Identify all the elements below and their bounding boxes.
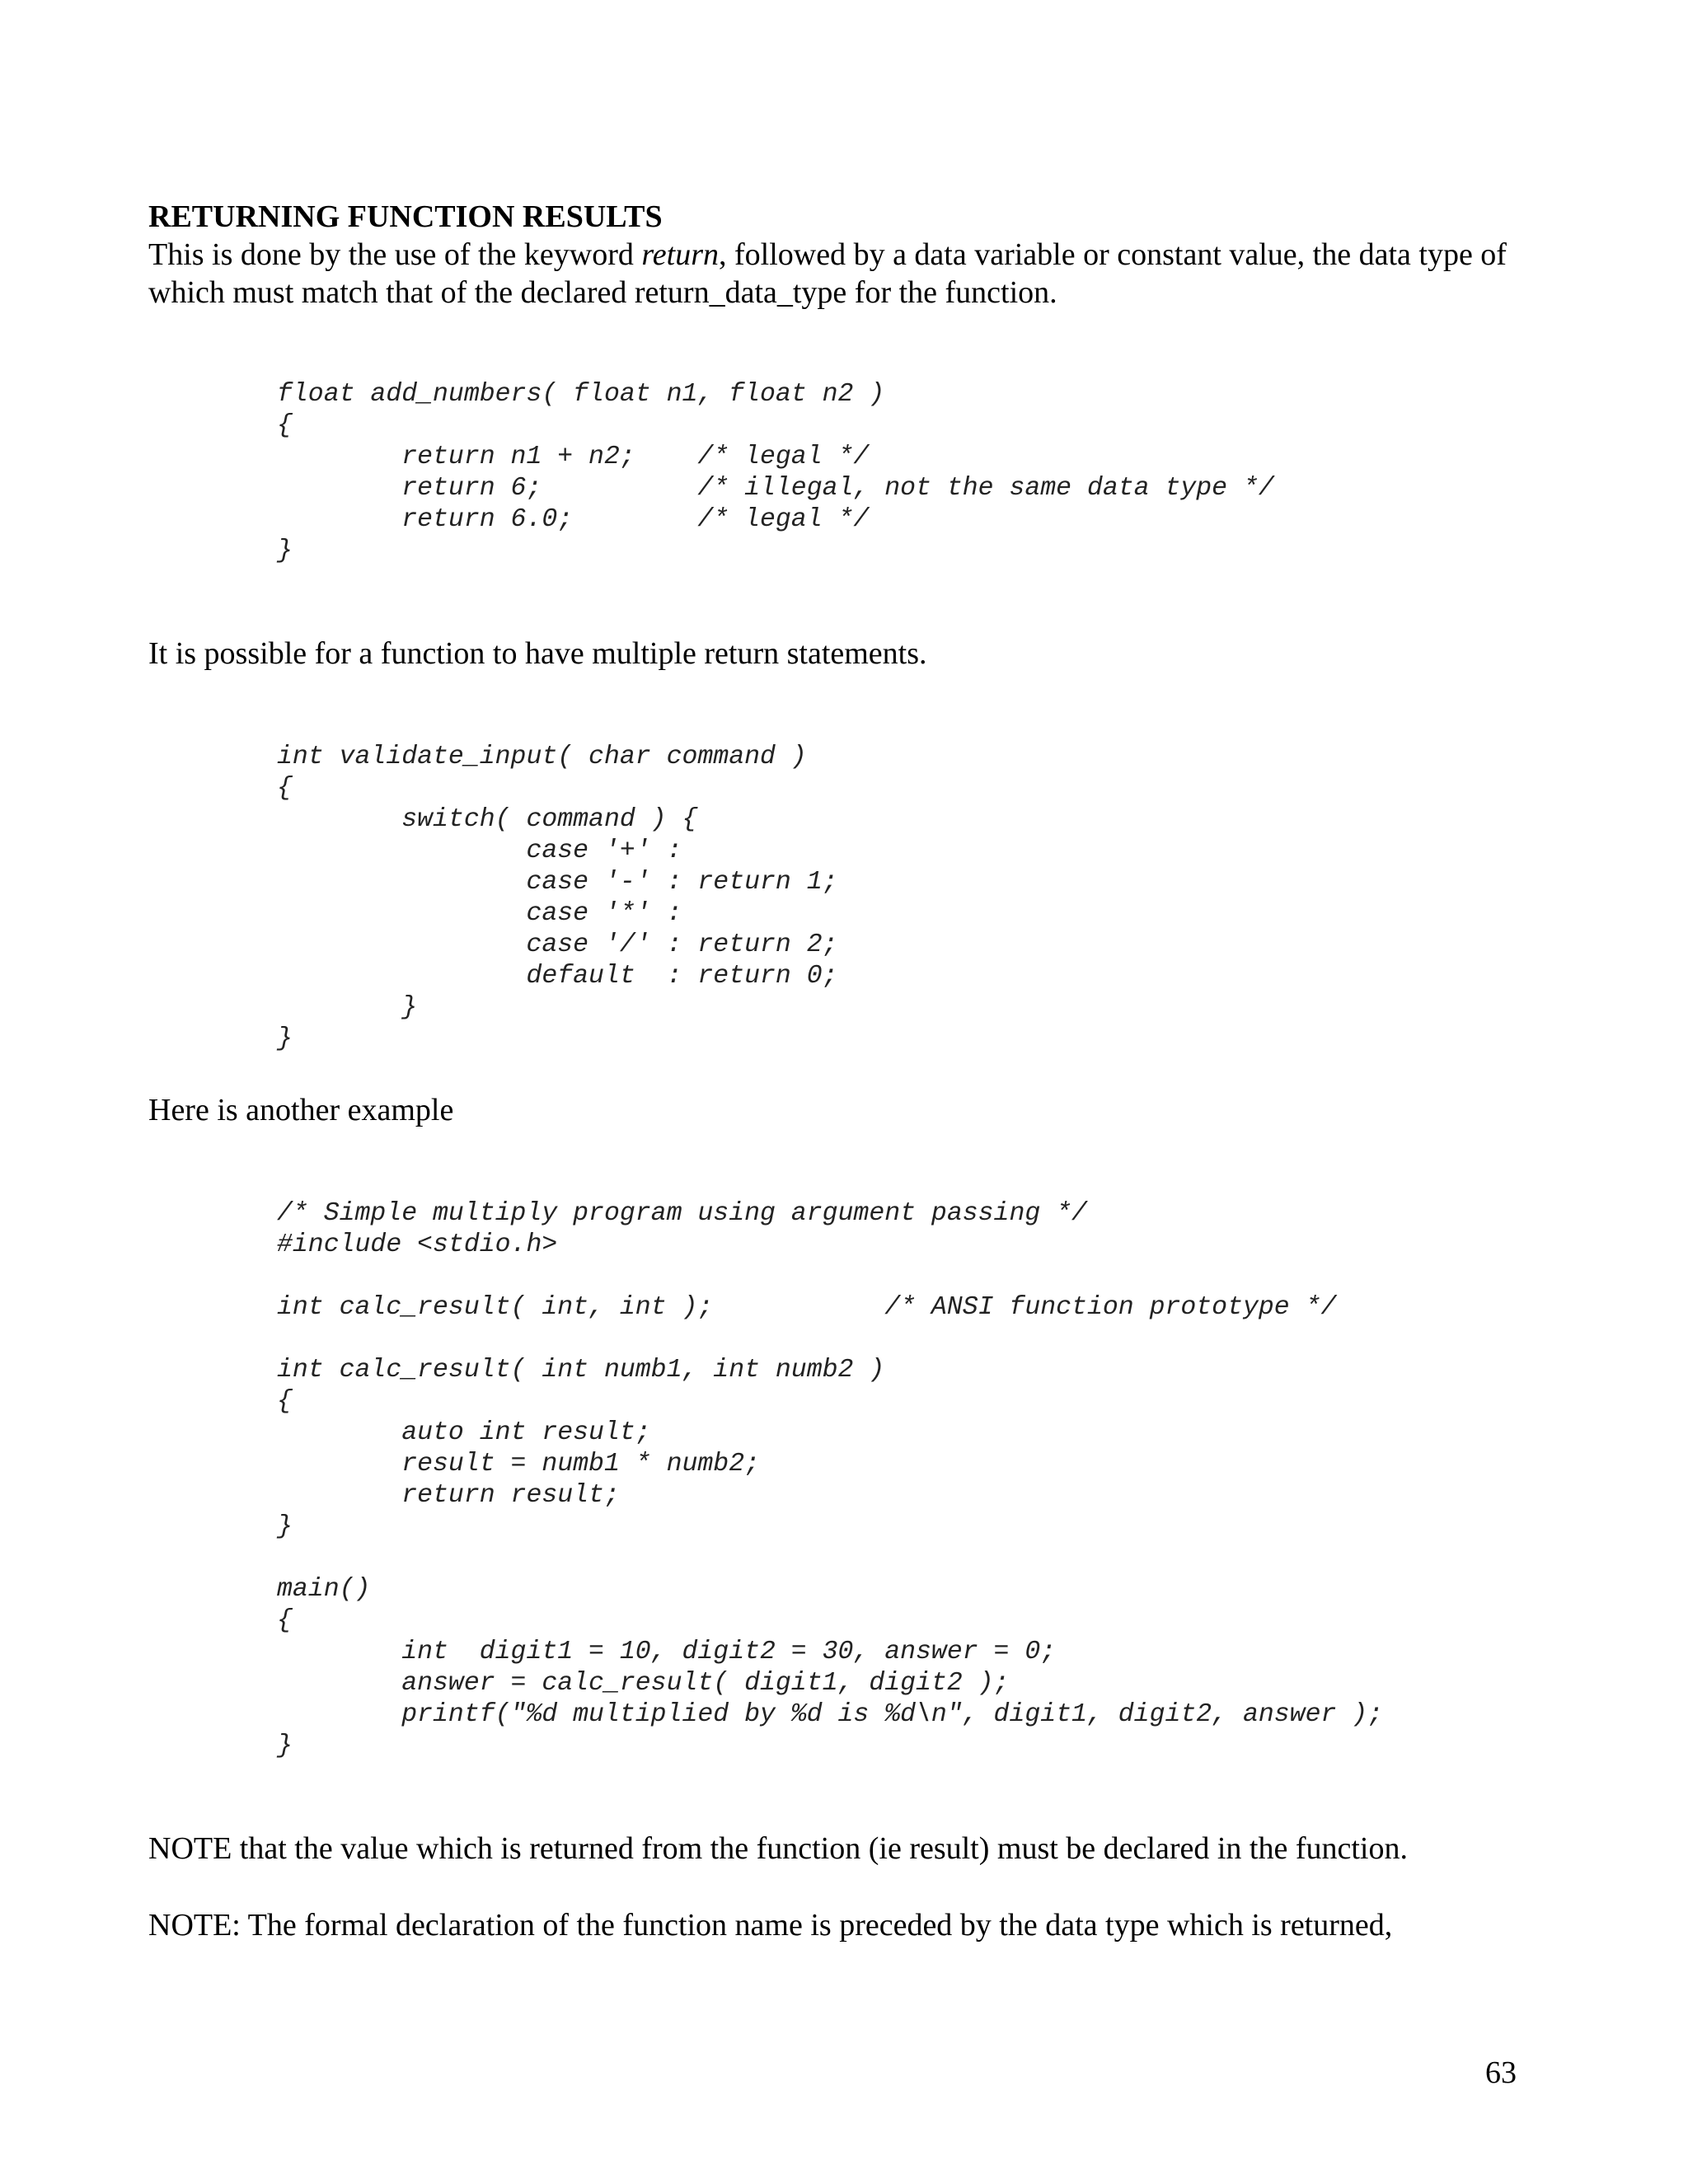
return-keyword: return xyxy=(641,237,719,272)
note-return-value: NOTE that the value which is returned from the function (ie result) must be declared in the function. xyxy=(148,1831,1408,1866)
code-block-add-numbers: float add_numbers( float n1, float n2 ) { return n1 + n2; /* legal */ return 6; /* illegal, not the same data type */ return 6.0; /* legal */ } xyxy=(277,380,1274,565)
code-block-validate-input: int validate_input( char command ) { switch( command ) { case '+' : case '-' : return 1; case '*' : case '/' : return 2; default : return 0; } } xyxy=(277,743,838,1053)
intro-paragraph xyxy=(148,236,1517,312)
note-formal-declaration: NOTE: The formal declaration of the function name is preceded by the data type which is returned, xyxy=(148,1908,1393,1943)
paragraph-multiple-returns: It is possible for a function to have multiple return statements. xyxy=(148,636,927,671)
section-heading: RETURNING FUNCTION RESULTS xyxy=(148,199,663,234)
paragraph-another-example: Here is another example xyxy=(148,1093,454,1127)
intro-text-before: This is done by the use of the keyword xyxy=(148,237,642,272)
code-block-multiply-program: /* Simple multiply program using argument passing */ #include <stdio.h> int calc_result( int, int ); /* ANSI function prototype */ int calc_result( int numb1, int numb2 ) { auto int result; result = numb1 * numb2; return result; } main() { int digit1 = 10, digit2 = 30, answer = 0; answer = calc_result( digit1, digit2 ); printf("%d multiplied by %d is %d\n", digit1, digit2, answer ); } xyxy=(277,1199,1384,1760)
section-intro xyxy=(148,198,1517,312)
intro-text-after: , followed by a data variable or constant value, the data type of which must match that of the declared return_data_type for the function. xyxy=(148,237,1507,310)
page-number: 63 xyxy=(1485,2055,1517,2090)
